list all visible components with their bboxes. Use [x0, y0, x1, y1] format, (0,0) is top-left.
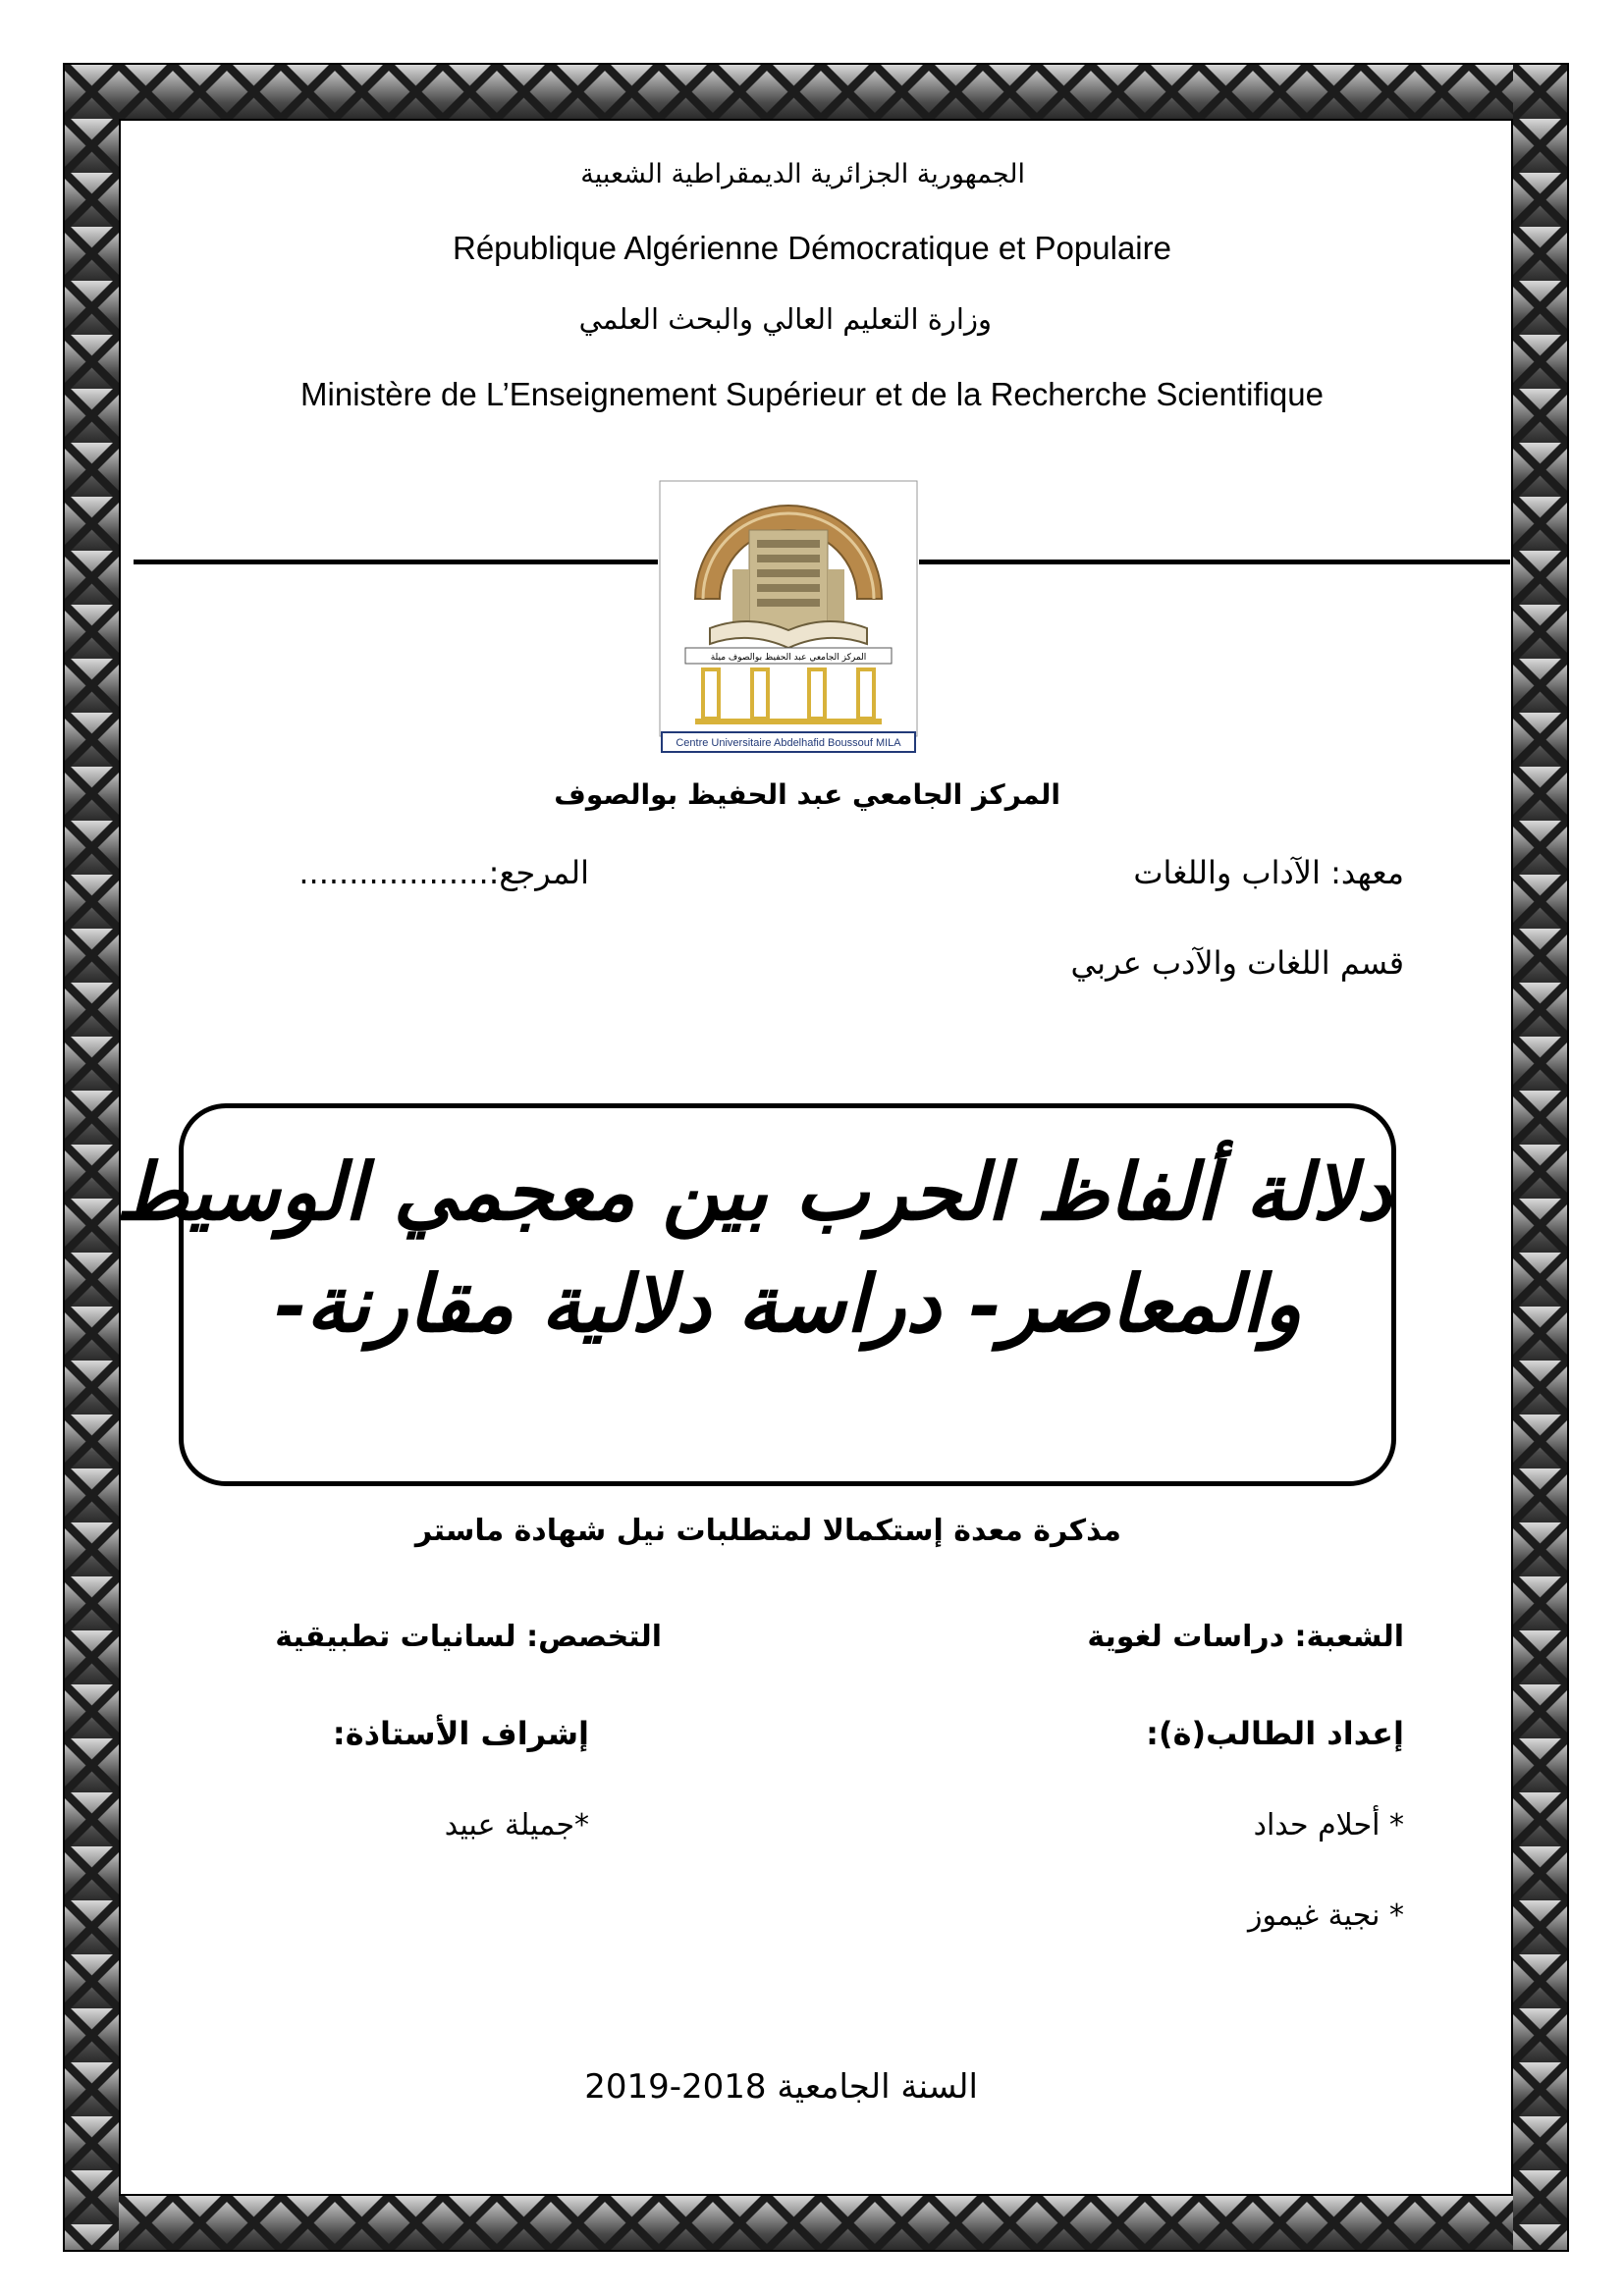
university-center-name: المركز الجامعي عبد الحفيظ بوالصوف — [554, 778, 1060, 811]
reference-field: المرجع:................... — [298, 854, 589, 891]
thesis-title-line-1: دلالة ألفاظ الحرب بين معجمي الوسيط — [115, 1146, 1391, 1238]
logo-banner-text: المركز الجامعي عبد الحفيظ بوالصوف ميلة — [710, 653, 867, 663]
logo-caption: Centre Universitaire Abdelhafid Boussouf MILA — [676, 737, 901, 749]
supervisor-name: *جميلة عبيد — [444, 1808, 589, 1842]
ministry-arabic: وزارة التعليم العالي والبحث العلمي — [578, 302, 992, 336]
divider-right — [919, 560, 1510, 564]
student-name-1: * أحلام حداد — [1253, 1808, 1404, 1842]
ministry-french: Ministère de L’Enseignement Supérieur et de la Recherche Scientifique — [300, 376, 1324, 412]
thesis-purpose-note: مذكرة معدة إستكمالا لمتطلبات نيل شهادة ماستر — [414, 1514, 1121, 1548]
supervisor-label: إشراف الأستاذة: — [332, 1715, 589, 1752]
branch-field: الشعبة: دراسات لغوية — [1087, 1620, 1404, 1654]
frame-border-bottom — [65, 2196, 1567, 2250]
institute-label: معهد: الآداب واللغات — [1133, 854, 1404, 891]
student-name-2: * نجية غيموز — [1248, 1898, 1404, 1933]
university-logo — [656, 461, 921, 756]
frame-border-top — [65, 65, 1567, 119]
divider-left — [134, 560, 658, 564]
prepared-by-label: إعداد الطالب(ة): — [1146, 1715, 1404, 1752]
republic-french: République Algérienne Démocratique et Populaire — [453, 230, 1171, 266]
department-label: قسم اللغات والآدب عربي — [1070, 944, 1404, 982]
academic-year: السنة الجامعية 2018-2019 — [584, 2067, 978, 2107]
thesis-title-box — [115, 1103, 1396, 1486]
thesis-title-line-2: والمعاصر- دراسة دلالية مقارنة- — [273, 1257, 1302, 1350]
specialty-field: التخصص: لسانيات تطبيقية — [275, 1620, 662, 1654]
republic-arabic: الجمهورية الجزائرية الديمقراطية الشعبية — [580, 159, 1025, 189]
